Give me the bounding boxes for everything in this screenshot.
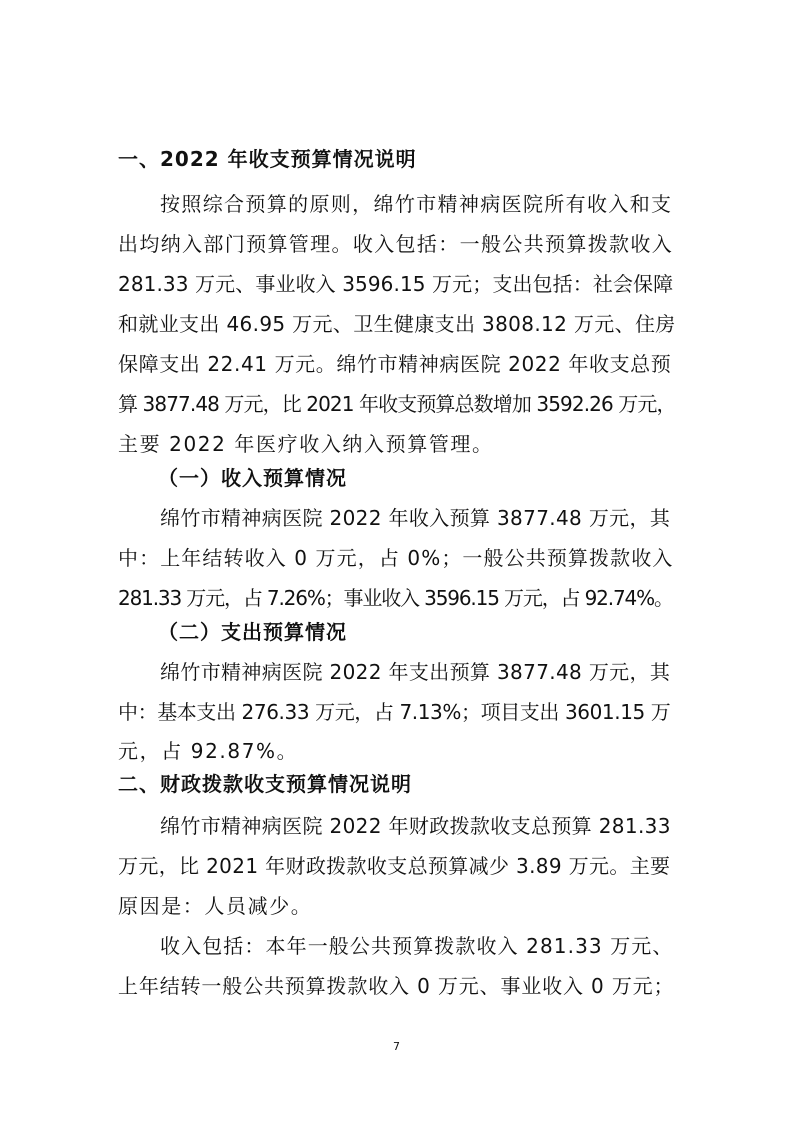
paragraph-line: 绵竹市精神病医院 2022 年财政拨款收支总预算 281.33 [160,814,671,838]
paragraph-line: 万元，比 2021 年财政拨款收支总预算减少 3.89 万元。主要 [118,854,671,878]
paragraph-line: 主要 2022 年医疗收入纳入预算管理。 [118,432,494,456]
paragraph-line: 中：基本支出 276.33 万元，占 7.13%；项目支出 3601.15 万 [118,700,671,724]
subsection-heading-income: （一）收入预算情况 [158,466,347,490]
paragraph-line: 281.33 万元、事业收入 3596.15 万元；支出包括：社会保障 [118,272,674,296]
subsection-heading-expense: （二）支出预算情况 [158,620,347,644]
paragraph-line: 绵竹市精神病医院 2022 年收入预算 3877.48 万元，其 [160,506,671,530]
paragraph-line: 按照综合预算的原则，绵竹市精神病医院所有收入和支 [160,192,673,216]
paragraph-line: 算 3877.48 万元，比 2021 年收支预算总数增加 3592.26 万元， [118,392,676,416]
paragraph-line: 绵竹市精神病医院 2022 年支出预算 3877.48 万元，其 [160,660,671,684]
section-heading-1: 一、2022 年收支预算情况说明 [118,147,417,171]
page-number: 7 [393,1040,400,1053]
paragraph-line: 出均纳入部门预算管理。收入包括：一般公共预算拨款收入 [118,232,674,256]
paragraph-line: 原因是：人员减少。 [118,894,313,918]
section-heading-2: 二、财政拨款收支预算情况说明 [118,772,412,796]
paragraph-line: 元，占 92.87%。 [118,739,299,763]
paragraph-line: 收入包括：本年一般公共预算拨款收入 281.33 万元、 [160,934,674,958]
paragraph-line: 保障支出 22.41 万元。绵竹市精神病医院 2022 年收支总预 [118,352,672,376]
paragraph-line: 和就业支出 46.95 万元、卫生健康支出 3808.12 万元、住房 [118,312,676,336]
paragraph-line: 281.33 万元，占 7.26%；事业收入 3596.15 万元，占 92.74%。 [118,586,673,610]
paragraph-line: 中：上年结转收入 0 万元，占 0%；一般公共预算拨款收入 [118,546,674,570]
paragraph-line: 上年结转一般公共预算拨款收入 0 万元、事业收入 0 万元； [118,974,675,998]
